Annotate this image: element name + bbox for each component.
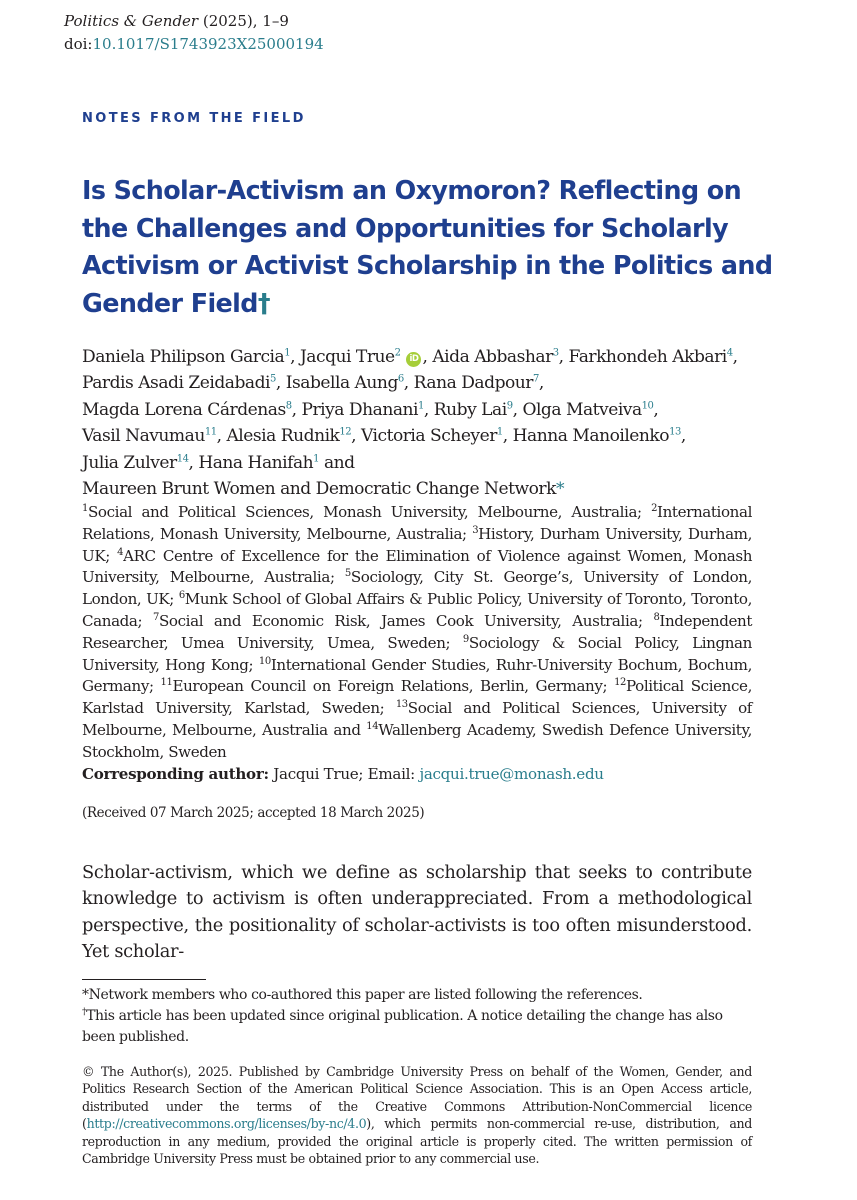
affiliation-text: ARC Centre of Excellence for the Elimination of Violence against Women, Monash University, Melbourne, Australia; [82,546,753,587]
footnote-text: Network members who co-authored this paper are listed following the references. [88,987,643,1003]
orcid-icon[interactable]: iD [406,352,421,367]
author-affiliation-link[interactable]: 6 [397,373,404,385]
author-affiliation-link[interactable]: 5 [270,373,276,385]
affiliation-number: 4 [117,546,124,558]
author-name: Farkhondeh Akbari [568,347,727,367]
affiliation-number: 1 [82,502,88,514]
author-name: Pardis Asadi Zeidabadi [82,373,270,394]
author-name: Priya Dhanani [301,399,419,420]
affiliation-number: 11 [160,677,173,689]
author-affiliation-link[interactable]: 1 [313,452,320,464]
author-name: Isabella Aung [285,373,398,394]
doi-link[interactable]: 10.1017/S1743923X25000194 [92,35,324,53]
corresponding-text: Jacqui True; Email: [268,765,420,783]
affiliation-number: 14 [366,720,379,732]
affiliation-number: 5 [344,568,351,580]
abstract-text: Scholar-activism, which we define as scholarship that seeks to contribute knowledge to activism is often underappreciated. From a methodological perspective, the positionality of scholar-activists is too often misunderstood. Yet scholar- [82,862,752,962]
footnote-mark: * [82,987,89,1003]
author-affiliation-link[interactable]: 2 [394,347,401,359]
affiliation-number: 2 [651,502,658,514]
affiliation-text: Social and Political Sciences, Monash University, Melbourne, Australia; [87,503,652,521]
affiliation-number: 7 [153,611,159,623]
author-name: Olga Matveiva [522,399,642,420]
title-dagger-link[interactable]: † [257,287,270,318]
affiliation-text: Independent Researcher, Umea University, Umea, Sweden; [82,611,752,652]
received-dates: (Received 07 March 2025; accepted 18 March 2025) [82,805,425,821]
author-name: Jacqui True [299,347,395,367]
and-word: and [323,452,355,473]
license-link[interactable]: http://creativecommons.org/licenses/by-nc/4.0 [86,1116,367,1132]
affiliation-text: Social and Political Sciences, University of Melbourne, Melbourne, Australia and [82,699,752,739]
affiliation-number: 10 [258,655,271,667]
copyright-text-before: © The Author(s), 2025. Published by Cambridge University Press on behalf of the Women, Gender, and Politics Research Section of the American Political Science Association. This is an Open Access article, distributed under the terms of the Creative Commons Attribution-NonCommercial licence ( [82,1064,752,1132]
author-affiliation-link[interactable]: 1 [418,400,424,412]
affiliation-number: 3 [472,524,479,536]
author-name: Maureen Brunt Women and Democratic Change Network [82,479,556,500]
corresponding-author [82,763,604,785]
author-affiliation-link[interactable]: 4 [726,347,733,359]
affiliation-text: History, Durham University, Durham, UK; [82,524,752,565]
author-affiliation-link[interactable]: 14 [176,452,189,464]
author-name: Victoria Scheyer [361,426,497,447]
author-list: Daniela Philipson Garcia$^1$, Jacqui True$^2$ iD , Aida Abbashar$^3$, Farkhondeh Akbari$^4$, Pardis Asadi Zeidabadi$^5$, Isabella Aung$^6$, Rana Dadpour$^7$, Magda Lorena Cárdenas$^8$, Priya Dhanani$^1$, Ruby Lai$^9$, Olga Matveiva$^{10}$, Vasil Navumau$^{11}$, Alesia Rudnik$^{12}$, Victoria Scheyer$^1$, Hanna Manoilenko$^{13}$, Julia Zulver$^{14}$, Hana Hanifah$^1$ and Maureen Brunt Women and Democratic Change Network* [82,347,738,500]
journal-year-pages: (2025), 1–9 [198,12,289,30]
affiliation-text: Social and Economic Risk, James Cook University, Australia; [158,611,654,630]
footnote-network [82,985,642,1006]
affiliation-number: 9 [462,633,469,645]
footnote-update [82,1006,752,1047]
affiliation-number: 8 [653,611,660,623]
author-name: Vasil Navumau [82,426,205,447]
affiliation-text: Munk School of Global Affairs & Public Policy, University of Toronto, Toronto, Canada; [82,590,753,630]
author-affiliation-link[interactable]: 8 [285,400,292,412]
footnote-mark: † [82,1007,87,1018]
affiliation-text: International Relations, Monash University, Melbourne, Australia; [82,503,752,543]
journal-header [64,10,324,56]
affiliation-number: 13 [395,699,408,711]
author-name: Alesia Rudnik [226,426,340,447]
author-name: Ruby Lai [433,399,507,420]
author-affiliation-link[interactable]: 13 [669,426,681,438]
affiliation-text: Sociology & Social Policy, Lingnan University, Hong Kong; [82,633,752,674]
author-affiliation-link[interactable]: 3 [552,347,559,359]
title-text: Is Scholar-Activism an Oxymoron? Reflecting on the Challenges and Opportunities for Scholarly Activism or Activist Scholarship in the Politics and Gender Field [82,175,773,318]
author-affiliation-link[interactable]: 1 [496,426,503,438]
affiliation-text: Sociology, City St. George’s, University of London, London, UK; [82,568,752,609]
affiliation-text: Political Science, Karlstad University, Karlstad, Sweden; [82,677,752,718]
copyright-text-after: ), which permits non-commercial re-use, distribution, and reproduction in any medium, provided the original article is properly cited. The written permission of Cambridge University Press must be obtained prior to any commercial use. [82,1116,752,1167]
author-affiliation-link[interactable]: 7 [532,373,539,385]
author-name: Julia Zulver [82,452,177,473]
author-name: Aida Abbashar [432,347,553,367]
affiliations [82,502,752,764]
section-label: NOTES FROM THE FIELD [82,111,306,126]
email-link[interactable]: jacqui.true@monash.edu [419,765,604,783]
copyright-notice [82,1063,752,1167]
footnote-divider [82,979,206,980]
author-name: Hanna Manoilenko [512,426,670,447]
corresponding-label: Corresponding author: [82,765,269,783]
author-affiliation-link[interactable]: 11 [204,426,217,438]
author-name: Magda Lorena Cárdenas [82,399,286,420]
doi-prefix: doi: [64,35,93,53]
author-affiliation-link[interactable]: 10 [641,400,654,412]
affiliation-text: European Council on Foreign Relations, Berlin, Germany; [172,677,615,696]
affiliation-text: International Gender Studies, Ruhr-University Bochum, Bochum, Germany; [82,655,752,696]
author-name: Rana Dadpour [413,373,533,394]
author-affiliation-link[interactable]: 12 [339,426,352,438]
author-name: Hana Hanifah [198,452,314,473]
network-footnote-link[interactable]: * [555,479,564,500]
journal-citation [64,10,324,33]
article-title [82,172,782,322]
author-affiliation-link[interactable]: 9 [506,400,513,412]
footnote-text: This article has been updated since original publication. A notice detailing the change has also been published. [82,1008,723,1045]
author-affiliation-link[interactable]: 1 [284,347,291,359]
affiliation-number: 6 [178,590,185,602]
affiliation-text: Wallenberg Academy, Swedish Defence University, Stockholm, Sweden [82,720,752,761]
affiliation-number: 12 [614,677,626,689]
author-name: Daniela Philipson Garcia [82,347,285,367]
journal-name: Politics & Gender [64,12,199,30]
doi-line [64,33,324,56]
